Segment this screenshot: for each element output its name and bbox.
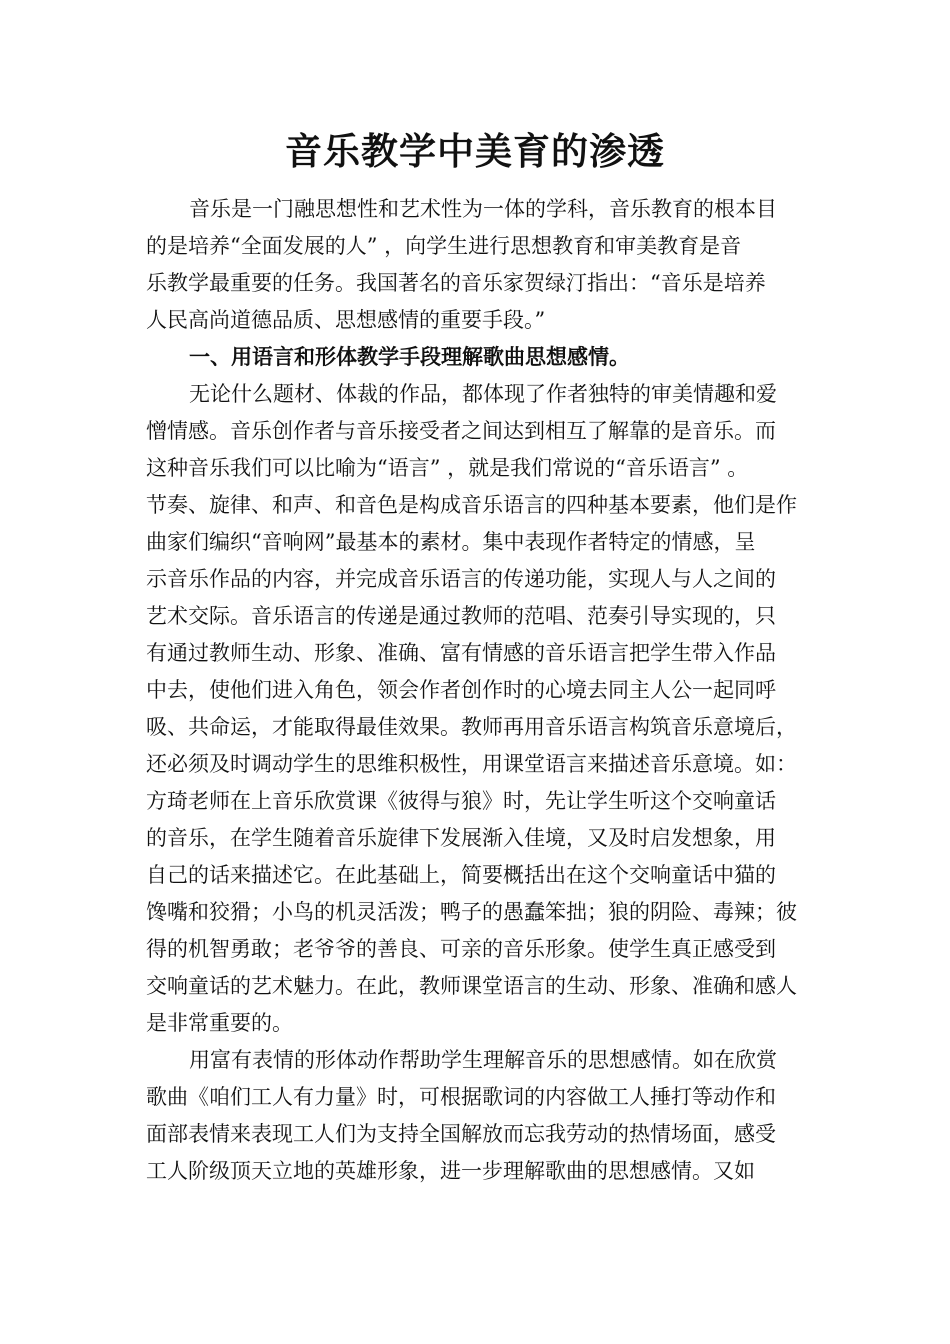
paragraph-line: 工人阶级顶天立地的英雄形象，进一步理解歌曲的思想感情。又如 [146, 1159, 755, 1183]
paragraph-line: 乐教学最重要的任务。我国著名的音乐家贺绿汀指出：“音乐是培养 [146, 271, 766, 295]
paragraph-line: 艺术交际。音乐语言的传递是通过教师的范唱、范奏引导实现的，只 [146, 604, 776, 628]
paragraph-line: 这种音乐我们可以比喻为“语言” ，就是我们常说的“音乐语言” 。 [146, 456, 749, 480]
paragraph-line: 中去，使他们进入角色，领会作者创作时的心境去同主人公一起同呼 [146, 678, 776, 702]
paragraph-line: 人民高尚道德品质、思想感情的重要手段。” [146, 308, 546, 332]
paragraph-line: 示音乐作品的内容，并完成音乐语言的传递功能，实现人与人之间的 [146, 567, 776, 591]
paragraph-line: 自己的话来描述它。在此基础上，简要概括出在这个交响童话中猫的 [146, 863, 776, 887]
paragraph-line: 的是培养“全面发展的人” ，向学生进行思想教育和审美教育是音 [146, 234, 742, 258]
paragraph-line: 曲家们编织“音响网”最基本的素材。集中表现作者特定的情感，呈 [146, 530, 756, 554]
section-heading: 一、用语言和形体教学手段理解歌曲思想感情。 [189, 344, 630, 369]
paragraph-line: 歌曲《咱们工人有力量》时，可根据歌词的内容做工人捶打等动作和 [146, 1085, 776, 1109]
paragraph-line: 面部表情来表现工人们为支持全国解放而忘我劳动的热情场面，感受 [146, 1122, 776, 1146]
paragraph-line: 的音乐，在学生随着音乐旋律下发展渐入佳境，又及时启发想象，用 [146, 826, 776, 850]
paragraph-line: 还必须及时调动学生的思维积极性，用课堂语言来描述音乐意境。如： [146, 752, 797, 776]
paragraph-line: 交响童话的艺术魅力。在此，教师课堂语言的生动、形象、准确和感人 [146, 974, 797, 998]
paragraph-line: 吸、共命运，才能取得最佳效果。教师再用音乐语言构筑音乐意境后， [146, 715, 797, 739]
paragraph-line: 无论什么题材、体裁的作品，都体现了作者独特的审美情趣和爱 [189, 382, 777, 406]
paragraph-line: 憎情感。音乐创作者与音乐接受者之间达到相互了解靠的是音乐。而 [146, 419, 776, 443]
paragraph-line: 馋嘴和狡猾；小鸟的机灵活泼；鸭子的愚蠢笨拙；狼的阴险、毒辣；彼 [146, 900, 797, 924]
paragraph-line: 得的机智勇敢；老爷爷的善良、可亲的音乐形象。使学生真正感受到 [146, 937, 776, 961]
paragraph-line: 节奏、旋律、和声、和音色是构成音乐语言的四种基本要素，他们是作 [146, 493, 797, 517]
paragraph-line: 音乐是一门融思想性和艺术性为一体的学科，音乐教育的根本目 [189, 197, 777, 221]
paragraph-line: 是非常重要的。 [146, 1011, 293, 1035]
document-title: 音乐教学中美育的渗透 [285, 129, 665, 173]
paragraph-line: 方琦老师在上音乐欣赏课《彼得与狼》时，先让学生听这个交响童话 [146, 789, 776, 813]
paragraph-line: 有通过教师生动、形象、准确、富有情感的音乐语言把学生带入作品 [146, 641, 776, 665]
paragraph-line: 用富有表情的形体动作帮助学生理解音乐的思想感情。如在欣赏 [189, 1048, 777, 1072]
